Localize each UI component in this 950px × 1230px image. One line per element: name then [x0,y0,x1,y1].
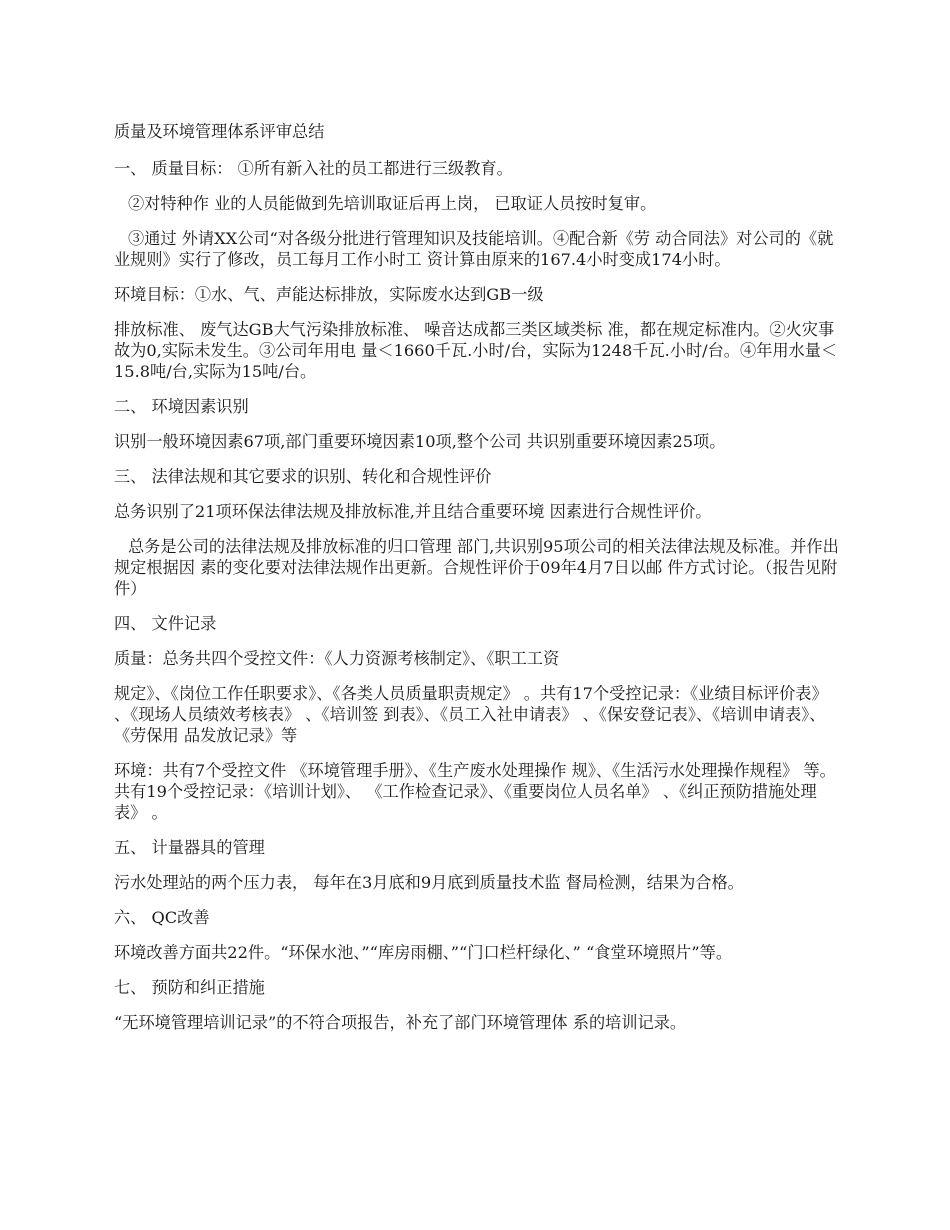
document-page [114,121,844,1047]
paragraph: “无环境管理培训记录”的不符合项报告，补充了部门环境管理体 系的培训记录。 [114,1013,687,1032]
paragraph: 排放标准、 废气达GB大气污染排放标准、 噪音达成都三类区域类标 准，都在规定标准内。②火灾事故为0,实际未发生。③公司年用电 量＜1660千瓦.小时/台，实际为1248千瓦.小时/台。④年用水量＜15.8吨/台,实际为15吨/台。 [114,320,838,381]
paragraph: 环境目标：①水、气、声能达标排放，实际废水达到GB一级 [114,285,544,304]
section-7-heading: 七、 预防和纠正措施 [114,978,265,997]
paragraph: 识别一般环境因素67项,部门重要环境因素10项,整个公司 共识别重要环境因素25项。 [114,432,726,451]
paragraph: 规定》、《岗位工作任职要求》、《各类人员质量职责规定》 。共有17个受控记录：《业绩目标评价表》 、《现场人员绩效考核表》 、《培训签 到表》、《员工入社申请表》 、《保安登记表》、《培训申请表》、《劳保用 品发放记录》等 [114,684,833,745]
paragraph: ③通过 外请XX公司“对各级分批进行管理知识及技能培训。④配合新《劳 动合同法》对公司的《就业规则》实行了修改，员工每月工作小时工 资计算由原来的167.4小时变成174小时。 [114,229,834,269]
section-3-heading: 三、 法律法规和其它要求的识别、转化和合规性评价 [114,467,492,486]
paragraph: 总务是公司的法律法规及排放标准的归口管理 部门,共识别95项公司的相关法律法规及标准。并作出规定根据因 素的变化要对法律法规作出更新。合规性评价于09年4月7日以邮 件方式讨论。（报告见附件） [114,537,839,598]
paragraph: 污水处理站的两个压力表， 每年在3月底和9月底到质量技术监 督局检测，结果为合格。 [114,873,744,892]
section-1-heading: 一、 质量目标： ①所有新入社的员工都进行三级教育。 [114,159,513,178]
paragraph: 质量：总务共四个受控文件：《人力资源考核制定》、《职工工资 [114,649,560,668]
section-5-heading: 五、 计量器具的管理 [114,838,265,857]
paragraph: 环境改善方面共22件。“环保水池、”“库房雨棚、”“门口栏杆绿化、” “食堂环境照片”等。 [114,943,733,962]
section-4-heading: 四、 文件记录 [114,614,217,633]
section-6-heading: 六、 QC改善 [114,908,210,927]
document-title: 质量及环境管理体系评审总结 [114,122,325,141]
paragraph: 总务识别了21项环保法律法规及排放标准,并且结合重要环境 因素进行合规性评价。 [114,502,712,521]
section-2-heading: 二、 环境因素识别 [114,397,249,416]
paragraph: ②对特种作 业的人员能做到先培训取证后再上岗， 已取证人员按时复审。 [128,194,657,213]
paragraph: 环境：共有7个受控文件 《环境管理手册》、《生产废水处理操作 规》、《生活污水处理操作规程》 等。共有19个受控记录：《培训计划》、 《工作检查记录》、《重要岗位人员名单》 、《纠正预防措施处理表》 。 [114,761,836,822]
